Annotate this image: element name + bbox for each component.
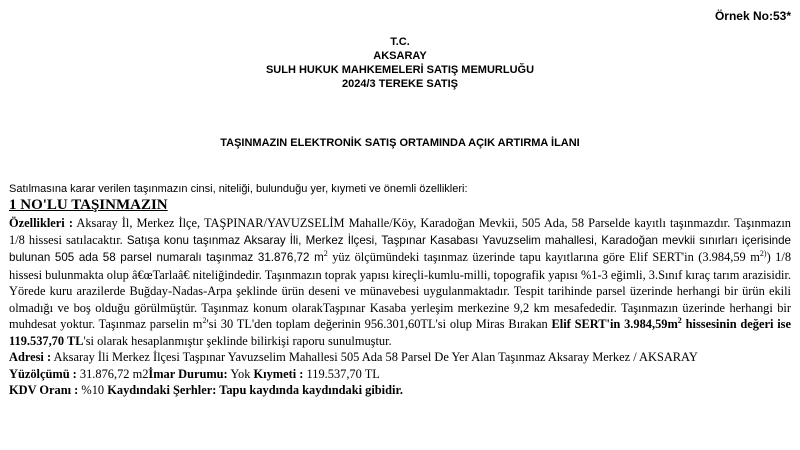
features-bold-2: hissesinin değeri ise 119.537,70 TL — [9, 317, 792, 348]
features-text-sans: Satışa konu taşınmaz Aksaray İli, Merkez İlçesi, Taşpınar Kasabası Yavuzselim mahallesi, Karadoğan mevkii sınırları içerisinde bulunan 505 ada 58 parsel numaralı taşınmaz 31.876,72 m — [9, 233, 791, 264]
zoning-value: Yok — [227, 366, 254, 381]
vat-value: %10 — [78, 383, 108, 397]
vat-label: KDV Oranı : — [9, 383, 79, 397]
features-text-2: yüz ölçümündeki taşınmaz üzerinde tapu kayıtlarına göre Elif SERT'in (3.984,59 m — [327, 250, 760, 264]
annotations-label: Kaydındaki Şerhler: — [107, 383, 217, 397]
superscript-2: 2 — [323, 248, 328, 258]
address-line — [9, 349, 791, 366]
features-paragraph — [9, 215, 791, 349]
header-line-office: SULH HUKUK MAHKEMELERİ SATIŞ MEMURLUĞU — [265, 64, 535, 76]
address-value: Aksaray İli Merkez İlçesi Taşpınar Yavuzselim Mahallesi 505 Ada 58 Parsel De Yer Alan Taşınmaz Aksaray Merkez / AKSARAY — [51, 350, 698, 364]
intro-text: Satılmasına karar verilen taşınmazın cinsi, niteliği, bulunduğu yer, kıymeti ve önemli özellikleri: — [9, 183, 468, 195]
features-text-5: 'si olarak hesaplanmıştır şeklinde bilirkişi raporu sunulmuştur. — [83, 333, 392, 348]
document-header — [0, 35, 800, 91]
parcel-title: 1 NO'LU TAŞINMAZIN — [9, 197, 168, 213]
value-value: 119.537,70 TL — [303, 366, 380, 381]
features-text-4: 'si 30 TL'den toplam değerinin 956.301,60TL'si olup Miras Bırakan — [206, 317, 552, 331]
value-label: Kıymeti : — [253, 366, 304, 381]
vat-line — [9, 382, 791, 399]
features-bold-1: Elif SERT'in 3.984,59m — [551, 317, 678, 331]
annotations-value: Tapu kaydında kaydındaki gibidir. — [216, 383, 403, 397]
area-label: Yüzölçümü : — [9, 366, 77, 381]
features-text-1: Aksaray İl, Merkez İlçe, TAŞPINAR/YAVUZSELİM Mahalle/Köy, Karadoğan Mevkii, 505 Ada, 58 Parselde kayıtlı taşınmazdır. Taşınmazın 1/8 hissesi satılacaktır. — [9, 216, 792, 247]
address-label: Adresi : — [9, 350, 52, 364]
announcement-title: TAŞINMAZIN ELEKTRONİK SATIŞ ORTAMINDA AÇIK ARTIRMA İLANI — [220, 137, 580, 149]
header-line-city: AKSARAY — [373, 50, 427, 62]
features-text-3: ) 1/8 hissesi bulunmakta olup â€œTarlaâ€ niteliğindedir. Taşınmazın toprak yapısı kireçli-kumlu-milli, topografik yapısı %1-3 eğimli, 3.Sınıf kıraç tarım arazisidir. Yörede kuru arazilerde Buğday-Nadas-Arpa şeklinde ürün deseni ve münavebesi uygulanmaktadır. Tespit tarihinde parsel üzerinde herhangi bir ürün ekili olmadığı ve boş olduğu görülmüştür. Taşınmaz konum olarakTaşpınar Kasaba yerleşim merkezine 9,2 km mesafededir. Taşınmazın üzerinde herhangi bir muhdesat yoktur. Taşınmaz parselin m — [9, 250, 792, 331]
superscript-2b: 2 — [202, 315, 207, 325]
features-label: Özellikleri : — [9, 216, 73, 230]
header-line-case: 2024/3 TEREKE SATIŞ — [342, 78, 458, 90]
parcel-details — [9, 215, 791, 399]
area-line — [9, 366, 791, 383]
header-line-country: T.C. — [390, 36, 410, 48]
superscript-2-paren: 2) — [759, 248, 767, 258]
superscript-2c: 2 — [677, 315, 682, 325]
sample-number: Örnek No:53* — [714, 9, 791, 23]
zoning-label: İmar Durumu: — [148, 366, 228, 381]
area-value: 31.876,72 m2 — [76, 366, 149, 381]
